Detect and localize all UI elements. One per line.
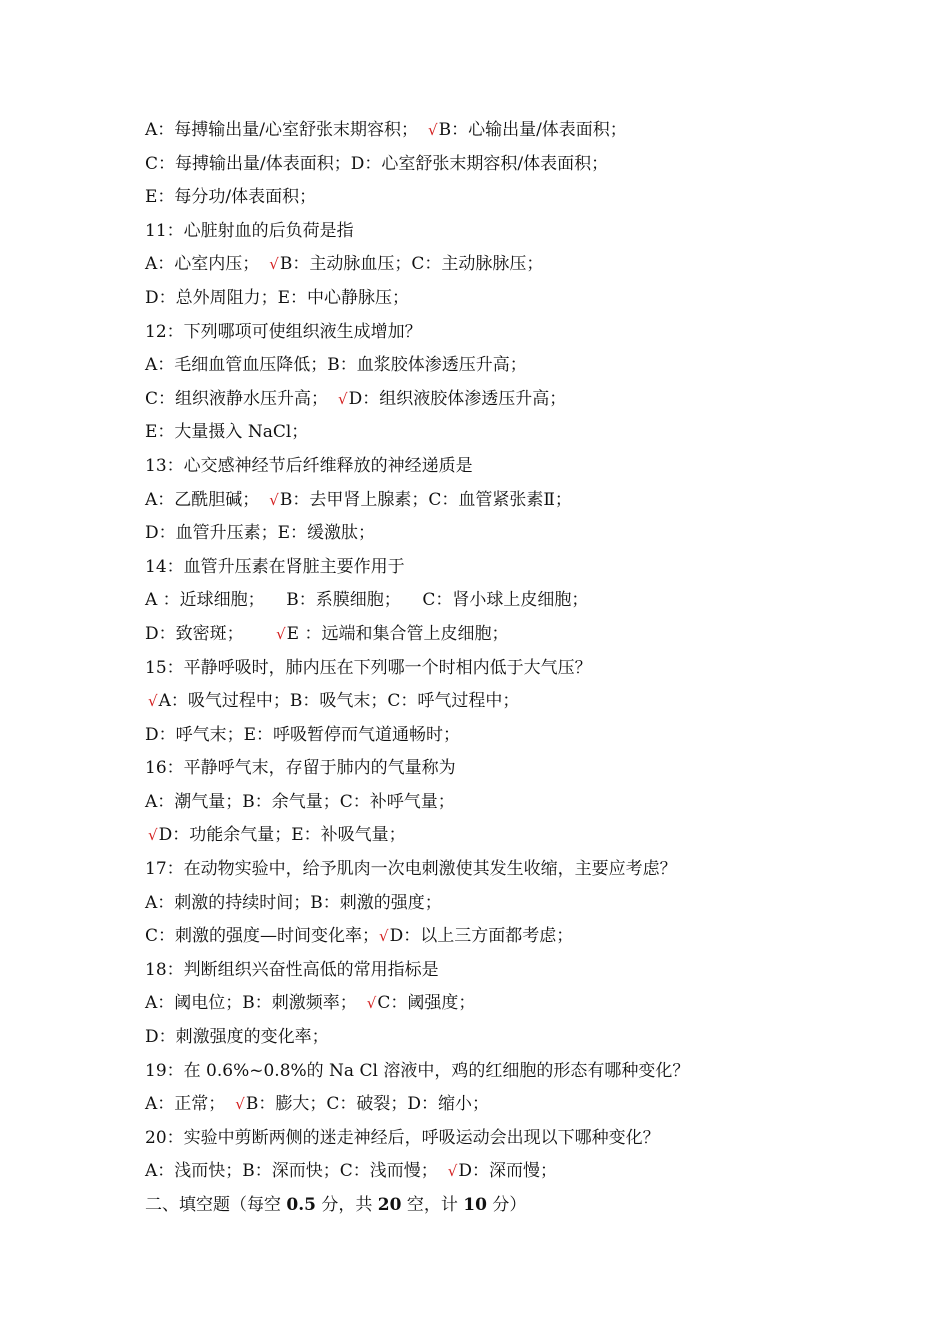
text-line (145, 349, 845, 383)
text-line (145, 786, 845, 820)
text-line (145, 416, 845, 450)
text-segment: A：心室内压； (145, 254, 260, 275)
text-line (145, 215, 845, 249)
text-segment: 空，计 (401, 1195, 464, 1215)
text-segment: D：刺激强度的变化率； (145, 1027, 329, 1048)
text-segment: 13：心交感神经节后纤维释放的神经递质是 (145, 455, 473, 476)
answer-check-icon: √ (379, 927, 389, 946)
question-list (145, 114, 845, 1223)
answer-check-icon: √ (269, 490, 279, 509)
answer-check-icon: √ (235, 1095, 245, 1114)
text-segment: A：阈电位；B：刺激频率； (145, 993, 357, 1014)
text-segment: D：功能余气量；E：补吸气量； (158, 825, 406, 846)
text-segment: 12：下列哪项可使组织液生成增加？ (145, 321, 422, 342)
text-segment: 17：在动物实验中，给予肌肉一次电刺激使其发生收缩，主要应考虑？ (145, 859, 677, 880)
text-segment: A ：近球细胞； B：系膜细胞； C：肾小球上皮细胞； (145, 590, 589, 611)
text-line (145, 853, 845, 887)
text-line (145, 685, 845, 719)
text-segment: B：膨大；C：破裂；D：缩小； (245, 1094, 489, 1115)
text-line (145, 652, 845, 686)
text-segment: 二、填空题（每空 (145, 1195, 287, 1215)
text-segment: 20：实验中剪断两侧的迷走神经后，呼吸运动会出现以下哪种变化？ (145, 1127, 660, 1148)
text-segment: 11：心脏射血的后负荷是指 (145, 220, 354, 241)
text-segment: C：每搏输出量/体表面积；D：心室舒张末期容积/体表面积； (145, 153, 609, 174)
text-segment: 0.5 (286, 1195, 316, 1215)
text-segment: A：毛细血管血压降低；B：血浆胶体渗透压升高； (145, 355, 527, 376)
text-line (145, 484, 845, 518)
text-segment: D：以上三方面都考虑； (389, 926, 574, 947)
answer-check-icon: √ (428, 121, 438, 139)
answer-check-icon: √ (276, 624, 286, 643)
text-line (145, 181, 845, 215)
text-segment: A：潮气量；B：余气量；C：补呼气量； (145, 791, 455, 812)
text-segment: 10 (463, 1195, 487, 1215)
text-segment: B：主动脉血压；C：主动脉脉压； (279, 254, 544, 275)
text-segment: B：心输出量/体表面积； (438, 120, 627, 140)
text-line (145, 887, 845, 921)
text-segment: A：浅而快；B：深而快；C：浅而慢； (145, 1161, 438, 1182)
text-line (145, 752, 845, 786)
answer-check-icon: √ (148, 692, 158, 711)
text-segment: C：刺激的强度—时间变化率； (145, 926, 380, 947)
text-segment: E：大量摄入 NaCl； (145, 422, 309, 443)
text-line (145, 1189, 845, 1223)
text-segment: B：去甲肾上腺素；C：血管紧张素Ⅱ； (279, 489, 572, 510)
text-segment: D：组织液胶体渗透压升高； (348, 388, 567, 409)
text-line (145, 719, 845, 753)
text-line (145, 1155, 845, 1189)
text-segment: D：深而慢； (458, 1161, 557, 1182)
text-segment: A：吸气过程中；B：吸气末；C：呼气过程中； (158, 691, 520, 712)
text-line (145, 1088, 845, 1122)
text-segment: 16：平静呼气末，存留于肺内的气量称为 (145, 758, 456, 779)
text-line (145, 584, 845, 618)
text-line (145, 114, 845, 148)
text-line (145, 450, 845, 484)
answer-check-icon: √ (338, 389, 348, 408)
text-line (145, 383, 845, 417)
text-segment: D：呼气末；E：呼吸暂停而气道通畅时； (145, 724, 461, 745)
text-segment: D：致密斑； (145, 623, 277, 644)
text-line (145, 920, 845, 954)
text-segment: A：正常； (145, 1094, 226, 1115)
text-segment: 19：在 0.6%~0.8%的 Na Cl 溶液中，鸡的红细胞的形态有哪种变化？ (145, 1060, 690, 1081)
text-segment: 分） (486, 1195, 527, 1215)
text-segment: A：刺激的持续时间；B：刺激的强度； (145, 892, 442, 913)
text-segment: 15：平静呼吸时，肺内压在下列哪一个时相内低于大气压？ (145, 657, 592, 678)
text-segment: 分，共 (315, 1195, 378, 1215)
text-line (145, 551, 845, 585)
text-line (145, 1122, 845, 1156)
text-line (145, 517, 845, 551)
text-segment: A：乙酰胆碱； (145, 489, 260, 510)
text-line (145, 248, 845, 282)
text-segment: C：组织液静水压升高； (145, 388, 329, 409)
text-line (145, 954, 845, 988)
text-line (145, 148, 845, 182)
text-line (145, 819, 845, 853)
text-segment: C：阈强度； (377, 993, 476, 1014)
text-line (145, 1055, 845, 1089)
text-line (145, 1021, 845, 1055)
text-line (145, 618, 845, 652)
text-segment: D：总外周阻力；E：中心静脉压； (145, 287, 410, 308)
text-segment: 18：判断组织兴奋性高低的常用指标是 (145, 959, 439, 980)
answer-check-icon: √ (366, 994, 377, 1013)
answer-check-icon: √ (447, 1162, 458, 1181)
text-segment: E ：远端和集合管上皮细胞； (286, 623, 509, 644)
text-line (145, 316, 845, 350)
answer-check-icon: √ (269, 255, 279, 274)
text-segment: A：每搏输出量/心室舒张末期容积； (145, 120, 419, 140)
text-segment: D：血管升压素；E：缓激肽； (145, 523, 376, 544)
text-segment: 14：血管升压素在肾脏主要作用于 (145, 556, 405, 577)
answer-check-icon: √ (148, 826, 158, 845)
text-line (145, 282, 845, 316)
text-line (145, 987, 845, 1021)
text-segment: E：每分功/体表面积； (145, 187, 317, 208)
text-segment: 20 (377, 1195, 402, 1215)
